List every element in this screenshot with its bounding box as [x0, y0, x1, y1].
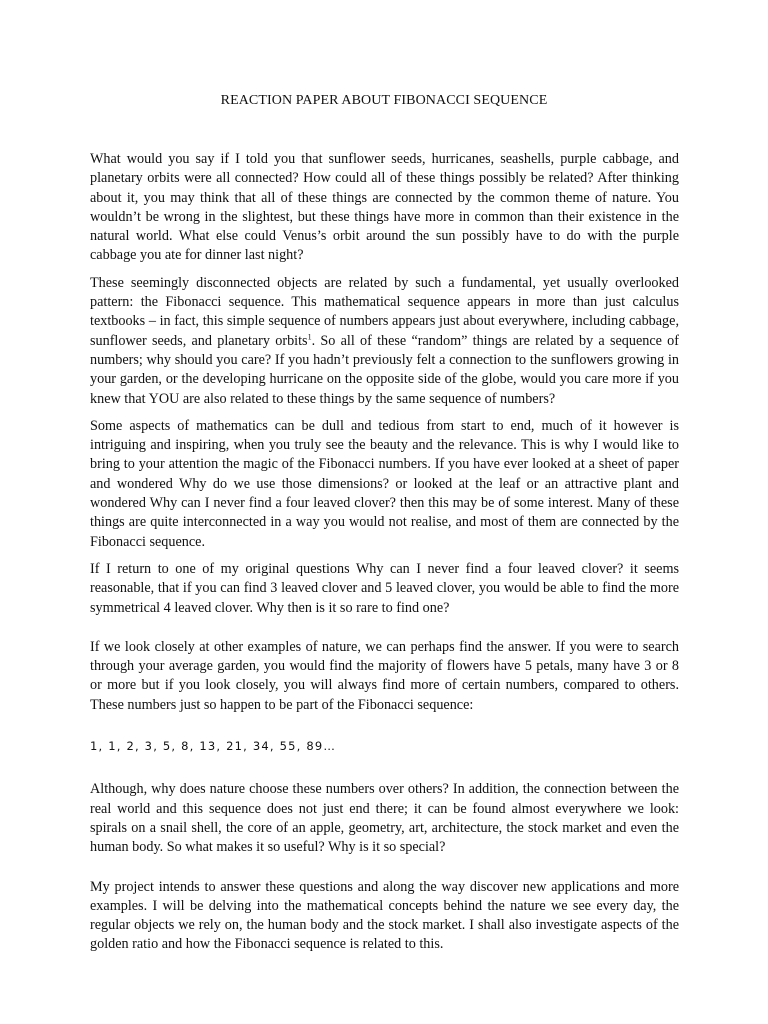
paragraph-fibonacci-pattern-text-start: These seemingly disconnected objects are related by such a fundamental, yet usually overlooked pattern: the Fibonacci sequence. This mathematical sequence appears in more than just calculus textbooks – in fact, this simple sequence of numbers appears just about everywhere, including cabbage, sunflower seeds, and planetary orbits	[90, 274, 679, 349]
fibonacci-sequence-line: 1, 1, 2, 3, 5, 8, 13, 21, 34, 55, 89…	[90, 739, 337, 754]
document-title: REACTION PAPER ABOUT FIBONACCI SEQUENCE	[220, 93, 548, 108]
paragraph-mathematics-aspects: Some aspects of mathematics can be dull and tedious from start to end, much of it however is intriguing and inspiring, when you truly see the beauty and the relevance. This is why I would like to bring to your attention the magic of the Fibonacci numbers. If you have ever looked at a sheet of paper and wondered Why do we use those dimensions? or looked at the leaf or an attractive plant and wondered Why can I never find a four leaved clover? then this may be of some interest. Many of these things are quite interconnected in a way you would not realise, and most of them are connected by the Fibonacci sequence.	[90, 417, 679, 550]
paragraph-fibonacci-pattern-text-end: . So all of these “random” things are related by a sequence of numbers; why should you care? If you hadn’t previously felt a connection to the sunflowers growing in your garden, or the developing hurricane on the opposite side of the globe, would you care more if you knew that YOU are also related to these things by the same sequence of numbers?	[90, 332, 679, 407]
paragraph-clover-question: If I return to one of my original questions Why can I never find a four leaved clover? it seems reasonable, that if you can find 3 leaved clover and 5 leaved clover, you would be able to find the more symmetrical 4 leaved clover. Why then is it so rare to find one?	[90, 560, 679, 616]
document-body	[90, 150, 679, 955]
footnote-marker: 1	[307, 331, 312, 341]
paragraph-intro: What would you say if I told you that sunflower seeds, hurricanes, seashells, purple cabbage, and planetary orbits were all connected? How could all of these things possibly be related? After thinking about it, you may think that all of these things are connected by the common theme of nature. You wouldn’t be wrong in the slightest, but these things have more in common than their existence in the natural world. What else could Venus’s orbit around the sun possibly have to do with the purple cabbage you ate for dinner last night?	[90, 151, 679, 264]
paragraph-why-nature: Although, why does nature choose these numbers over others? In addition, the connection between the real world and this sequence does not just end there; it can be found almost everywhere we look: spirals on a snail shell, the core of an apple, geometry, art, architecture, the stock market and even the human body. So what makes it so useful? Why is it so special?	[90, 781, 679, 856]
paragraph-fibonacci-pattern	[90, 274, 679, 409]
paragraph-nature-examples: If we look closely at other examples of nature, we can perhaps find the answer. If you were to search through your average garden, you would find the majority of flowers have 5 petals, many have 3 or 8 or more but if you look closely, you will always find more of certain numbers, compared to others. These numbers just so happen to be part of the Fibonacci sequence:	[90, 638, 679, 713]
paragraph-project-intent: My project intends to answer these questions and along the way discover new applications and more examples. I will be delving into the mathematical concepts behind the nature we see every day, the regular objects we rely on, the human body and the stock market. I shall also investigate aspects of the golden ratio and how the Fibonacci sequence is related to this.	[90, 878, 679, 953]
